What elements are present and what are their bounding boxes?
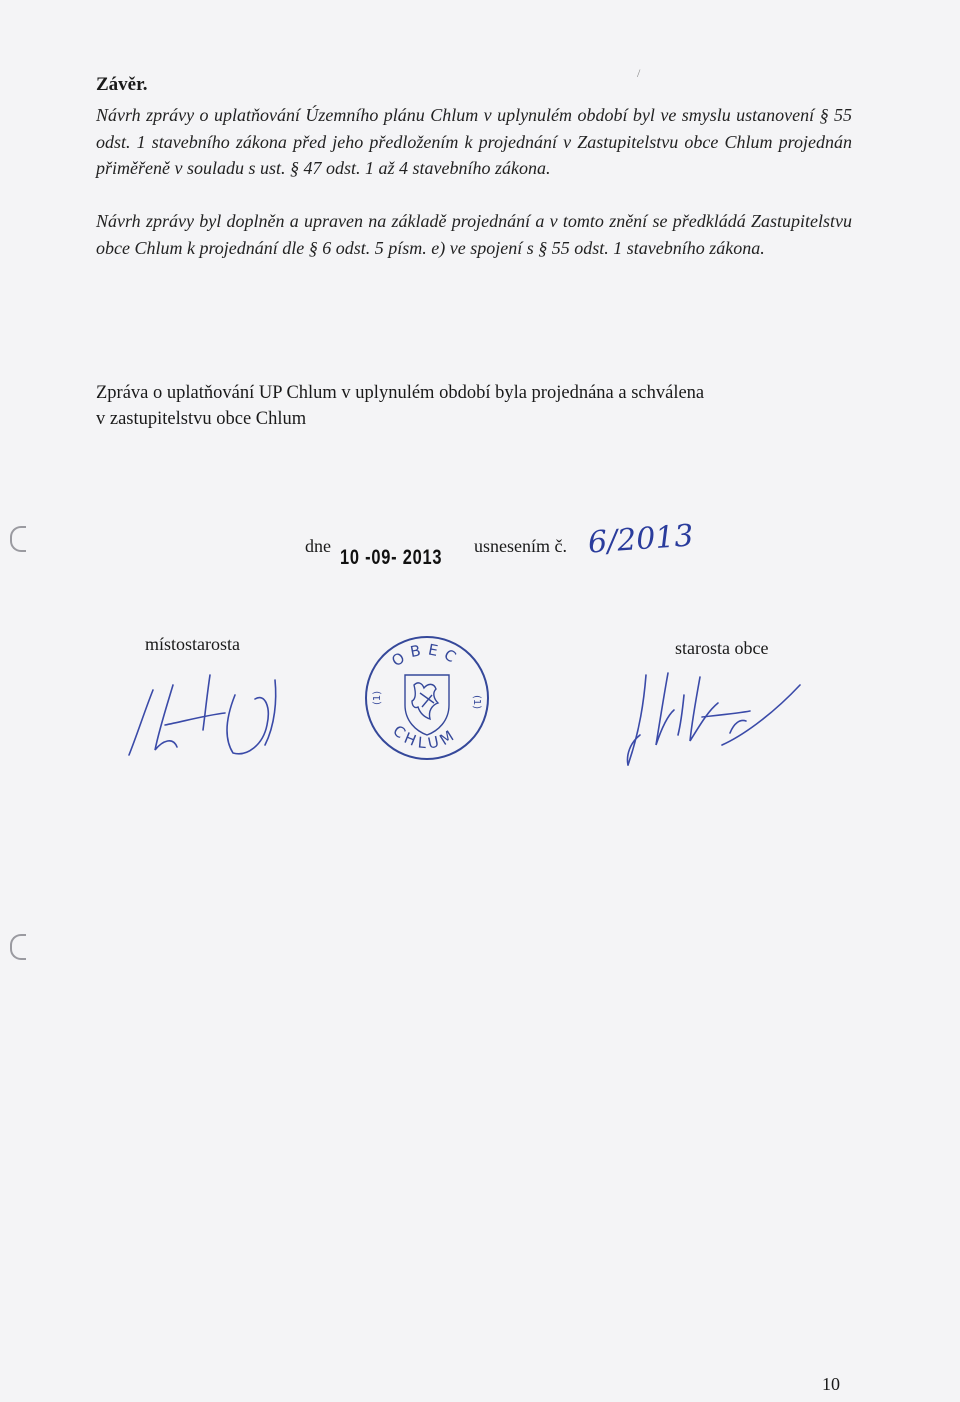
- section-heading: Závěr.: [96, 74, 148, 95]
- mayor-label: starosta obce: [675, 638, 769, 658]
- approval-line-1: Zpráva o uplatňování UP Chlum v uplynulém období byla projednána a schválena: [96, 383, 705, 403]
- punch-hole-bottom: [10, 934, 26, 960]
- punch-hole-top: [10, 526, 26, 552]
- paragraph-1: Návrh zprávy o uplatňování Územního plánu Chlum v uplynulém období byl ve smyslu ustanovení § 55 odst. 1 stavebního zákona před jeho předložením k projednání v Zastupitelstvu obce Chlum projednán přiměřeně v souladu s ust. § 47 odst. 1 až 4 stavebního zákona.: [96, 105, 852, 178]
- resolution-number-label: usnesením č.: [474, 536, 567, 556]
- municipal-stamp: [362, 633, 492, 763]
- date-label: dne: [305, 536, 331, 556]
- deputy-mayor-signature: [115, 655, 300, 765]
- resolution-number-handwritten: 6/2013: [586, 518, 695, 561]
- approval-statement: [96, 380, 796, 432]
- scan-mark: /: [637, 66, 641, 80]
- stamp-left-mark: (1): [372, 690, 383, 705]
- paragraph-2: Návrh zprávy byl doplněn a upraven na základě projednání a v tomto znění se předkládá Zastupitelstvu obce Chlum k projednání dle § 6 odst. 5 písm. e) ve spojení s § 55 odst. 1 stavebního zákona.: [96, 211, 852, 258]
- coat-of-arms-icon: [405, 675, 449, 735]
- deputy-mayor-label: místostarosta: [145, 634, 240, 654]
- stamp-top-text: OBEC: [388, 640, 465, 671]
- approval-line-2: v zastupitelstvu obce Chlum: [96, 409, 307, 429]
- stamp-bottom-text: CHLUM: [389, 721, 461, 753]
- stamp-right-mark: (1): [471, 695, 482, 710]
- page-number: 10: [822, 1374, 840, 1394]
- date-stamp: 10 -09- 2013: [340, 546, 443, 569]
- mayor-signature: [600, 655, 810, 775]
